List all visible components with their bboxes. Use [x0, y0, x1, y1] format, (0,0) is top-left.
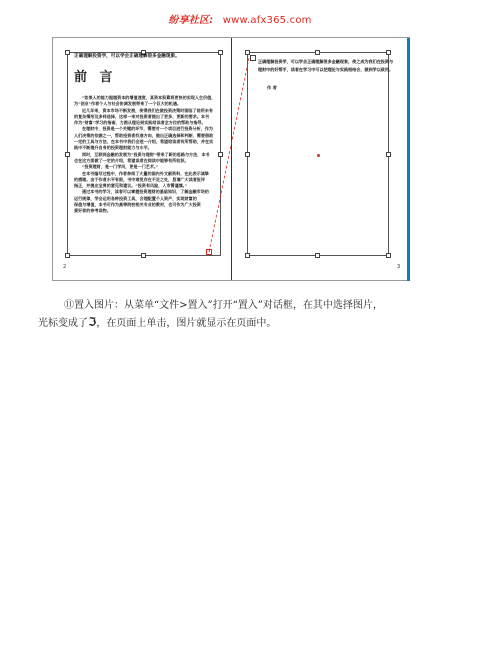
caption-line-2-end: ，在页面上单击，图片就显示在页面中。: [96, 318, 277, 329]
body-line: 通过本书的学习，读者可以掌握投资理财的基础知识，了解金融市场的: [82, 189, 209, 195]
body-line: 同时，互联网金融的发展为“投资与理财”带来了新的思路与方法，本书: [82, 151, 210, 157]
left-top-line: 正确理解投资学，可以学会正确理解很多金融现象。: [74, 54, 180, 59]
body-line: “如果人的能力超越资本的增值速度，其资本积累将更快的实现人生价值，: [82, 95, 216, 100]
frame-handle[interactable]: [65, 253, 70, 258]
body-line: 的感谢。由于作者水平有限，书中难免存在不足之处，恳请广大读者批评: [74, 176, 205, 182]
site-header: [0, 11, 480, 26]
site-url[interactable]: www.afx365.com: [222, 15, 312, 26]
in-port[interactable]: [250, 55, 256, 61]
loaded-cursor-icon: ℑ: [88, 315, 97, 329]
overset-text-port[interactable]: [206, 249, 212, 255]
right-text-line: 理财中的好帮手，读者在学习中可以把理论与实践相结合，做到学以致用。: [258, 67, 394, 72]
frame-handle[interactable]: [218, 50, 223, 55]
frame-handle[interactable]: [245, 152, 250, 157]
body-line: 的复杂情形及多样选择，这样一来对投资者提出了更多、更新的要求。本书: [74, 113, 210, 119]
frame-handle[interactable]: [386, 253, 391, 258]
body-line: 为“创业”作者个人与社会协调发展带来了一个巨大的机遇。: [74, 101, 182, 107]
site-logo: 纷享社区:: [168, 15, 214, 26]
window-edge: [407, 38, 410, 281]
body-line: 爱好者的参考读物。: [74, 208, 111, 214]
body-line: 人们决策的依据之一，帮助投资者找准方向，做出正确选择和判断，需要借助: [74, 132, 214, 138]
body-line: 在理财中，投资是一个关键的环节，需要对一个项目进行投资分析，作为: [82, 126, 213, 132]
right-page: [239, 48, 403, 270]
caption-line-2: [38, 314, 458, 332]
spread-spine: [231, 38, 232, 280]
frame-handle[interactable]: [65, 50, 70, 55]
body-line: 运行规律，学会运用各种投资工具，合理配置个人资产，实现财富的: [74, 195, 197, 201]
frame-handle[interactable]: [141, 253, 146, 258]
frame-handle[interactable]: [386, 152, 391, 157]
frame-handle[interactable]: [315, 253, 320, 258]
caption-line-2-start: 光标变成了: [38, 318, 88, 329]
body-line: “投资理财，是一门学问，更是一门艺术。”: [82, 164, 159, 170]
body-line: 也在这方面做了一定的介绍，希望读者在阅读中能够有所收获。: [74, 157, 189, 163]
body-line: 近几年来，资本市场不断发展，使得我们在做投资决策时面临了前所未有: [82, 107, 213, 113]
body-text: [74, 95, 222, 215]
left-folio: 2: [63, 264, 67, 270]
right-text-line: 正确理解投资学，可以学会正确理解很多金融现象，使之成为我们在投资与: [258, 59, 394, 64]
signoff: 作 者: [267, 85, 277, 90]
frame-handle[interactable]: [245, 253, 250, 258]
page-title: 前 言: [74, 70, 117, 85]
layout-screenshot: [52, 37, 410, 281]
frame-handle[interactable]: [65, 152, 70, 157]
body-line: 保值与增值，本书可作为高等院校相关专业的教材，也可作为广大投资: [74, 202, 201, 208]
body-line: 指正，并提出宝贵的意见和建议。“投资有风险，入市需谨慎。”: [74, 183, 188, 189]
caption: [38, 298, 458, 332]
frame-handle[interactable]: [315, 50, 320, 55]
body-line: 践中不断提升自身的投资理财能力与水平。: [74, 145, 152, 151]
frame-handle[interactable]: [386, 50, 391, 55]
body-line: 在本书编写过程中，作者参阅了大量的国内外文献资料，在此表示诚挚: [82, 170, 209, 176]
body-line: 一定的工具与方法，在本书中我们会逐一介绍，希望给读者有所帮助，并在实: [74, 139, 214, 145]
right-folio: 3: [397, 264, 401, 270]
frame-center-point: [317, 154, 320, 157]
body-line: 作为“财富”学习的指南，力图从理论到实践给读者全方位的帮助与指导。: [74, 120, 206, 126]
caption-line-1: ⑪置入图片：从菜单“文件>置入”打开“置入”对话框，在其中选择图片，: [64, 300, 383, 311]
